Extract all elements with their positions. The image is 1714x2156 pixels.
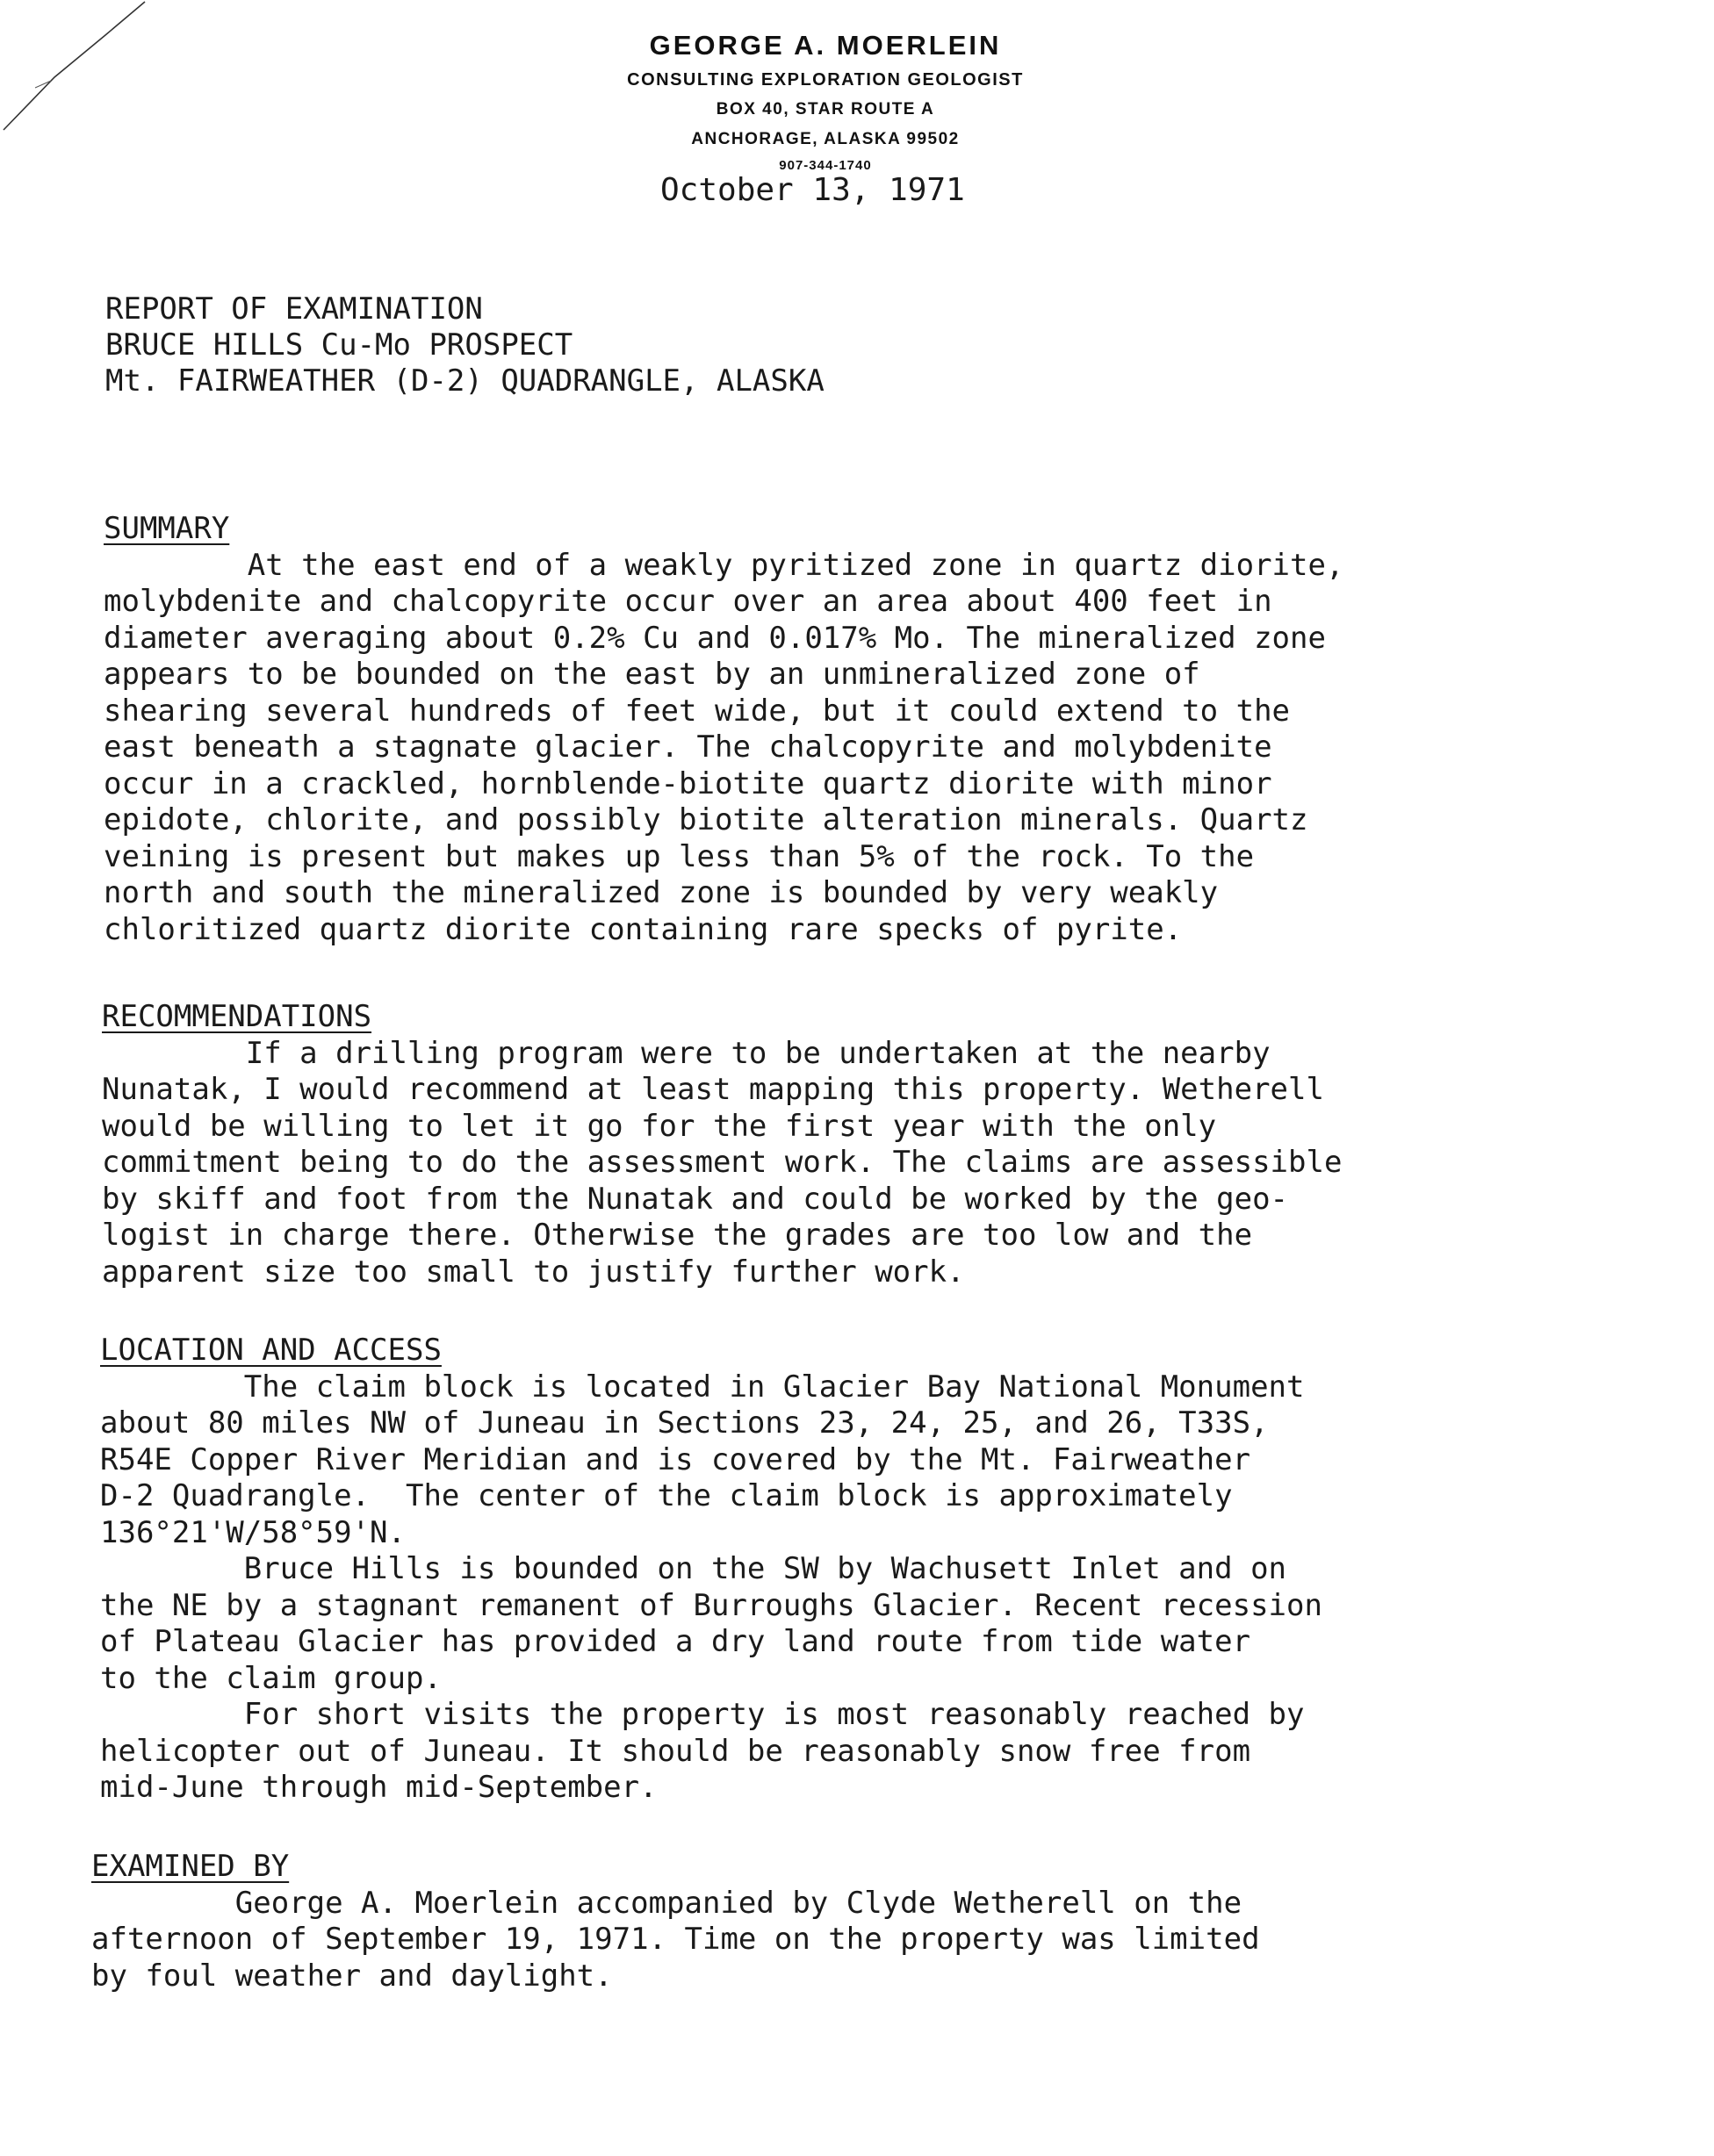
- letterhead-title: CONSULTING EXPLORATION GEOLOGIST: [627, 70, 1024, 90]
- report-title: [105, 291, 825, 399]
- report-title-line: Mt. FAIRWEATHER (D-2) QUADRANGLE, ALASKA: [105, 363, 825, 399]
- body-line: mid-June through mid-September.: [100, 1770, 658, 1805]
- body-line: helicopter out of Juneau. It should be reasonably snow free from: [100, 1733, 1251, 1769]
- summary-section: [104, 511, 1343, 948]
- location-access-section: [100, 1333, 1322, 1807]
- corner-pen-mark: [0, 0, 176, 140]
- body-line: north and south the mineralized zone is bounded by very weakly: [104, 875, 1219, 910]
- body-line: Bruce Hills is bounded on the SW by Wachusett Inlet and on: [100, 1551, 1287, 1586]
- body-line: apparent size too small to justify further work.: [102, 1254, 965, 1290]
- body-line: occur in a crackled, hornblende-biotite quartz diorite with minor: [104, 765, 1272, 801]
- body-line: epidote, chlorite, and possibly biotite alteration minerals. Quartz: [104, 802, 1308, 837]
- body-line: If a drilling program were to be undertaken at the nearby: [102, 1035, 1271, 1071]
- report-title-line: REPORT OF EXAMINATION: [105, 291, 483, 327]
- letterhead: [492, 26, 1159, 177]
- summary-heading: SUMMARY: [104, 511, 230, 546]
- body-line: commitment being to do the assessment work. The claims are assessible: [102, 1145, 1343, 1180]
- letterhead-address-line-1: BOX 40, STAR ROUTE A: [716, 100, 935, 119]
- body-line: chloritized quartz diorite containing rare specks of pyrite.: [104, 911, 1183, 947]
- body-line: east beneath a stagnate glacier. The chalcopyrite and molybdenite: [104, 729, 1272, 765]
- body-line: Nunatak, I would recommend at least mapping this property. Wetherell: [102, 1072, 1324, 1107]
- body-line: appears to be bounded on the east by an unmineralized zone of: [104, 657, 1200, 692]
- examined-by-section: [91, 1849, 1260, 1994]
- body-line: R54E Copper River Meridian and is covered by the Mt. Fairweather: [100, 1441, 1251, 1477]
- letterhead-address-line-2: ANCHORAGE, ALASKA 99502: [691, 130, 960, 148]
- examined-by-heading: EXAMINED BY: [91, 1849, 290, 1884]
- body-line: At the east end of a weakly pyritized zone in quartz diorite,: [104, 547, 1344, 583]
- body-line: 136°21'W/58°59'N.: [100, 1514, 406, 1550]
- body-line: to the claim group.: [100, 1660, 442, 1696]
- body-line: George A. Moerlein accompanied by Clyde Wetherell on the: [91, 1885, 1242, 1921]
- body-line: afternoon of September 19, 1971. Time on the property was limited: [91, 1922, 1260, 1957]
- body-line: of Plateau Glacier has provided a dry land route from tide water: [100, 1624, 1251, 1659]
- body-line: shearing several hundreds of feet wide, but it could extend to the: [104, 693, 1291, 729]
- letterhead-phone: 907-344-1740: [779, 158, 872, 173]
- body-line: the NE by a stagnant remanent of Burroughs Glacier. Recent recession: [100, 1587, 1322, 1623]
- recommendations-section: [102, 999, 1342, 1290]
- body-line: by foul weather and daylight.: [91, 1958, 613, 1994]
- body-line: molybdenite and chalcopyrite occur over an area about 400 feet in: [104, 584, 1272, 619]
- body-line: would be willing to let it go for the first year with the only: [102, 1108, 1217, 1144]
- body-line: The claim block is located in Glacier Bay National Monument: [100, 1369, 1305, 1405]
- body-line: diameter averaging about 0.2% Cu and 0.017% Mo. The mineralized zone: [104, 620, 1326, 656]
- recommendations-heading: RECOMMENDATIONS: [102, 999, 372, 1034]
- body-line: For short visits the property is most reasonably reached by: [100, 1697, 1305, 1732]
- body-line: D-2 Quadrangle. The center of the claim block is approximately: [100, 1478, 1233, 1513]
- letterhead-name: GEORGE A. MOERLEIN: [649, 30, 1002, 61]
- body-line: veining is present but makes up less than 5% of the rock. To the: [104, 838, 1255, 874]
- letter-date: October 13, 1971: [660, 172, 965, 208]
- body-line: by skiff and foot from the Nunatak and could be worked by the geo-: [102, 1181, 1289, 1217]
- report-title-line: BRUCE HILLS Cu-Mo PROSPECT: [105, 327, 573, 363]
- location-access-heading: LOCATION AND ACCESS: [100, 1333, 442, 1368]
- body-line: logist in charge there. Otherwise the grades are too low and the: [102, 1218, 1253, 1253]
- body-line: about 80 miles NW of Juneau in Sections 23, 24, 25, and 26, T33S,: [100, 1405, 1269, 1441]
